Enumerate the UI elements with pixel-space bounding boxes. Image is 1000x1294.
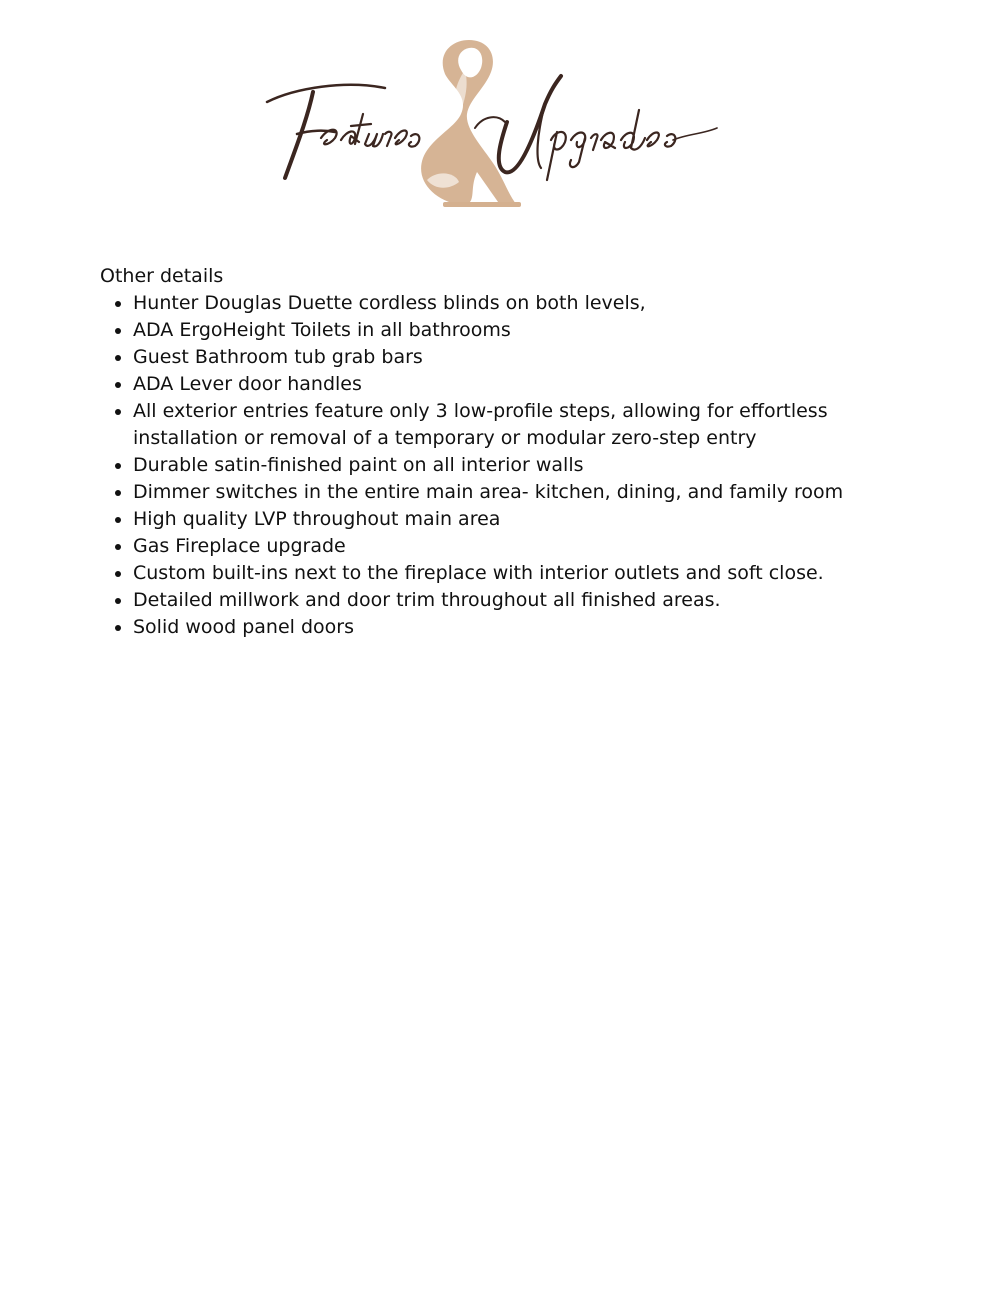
- list-item-text: ADA Lever door handles: [133, 373, 362, 395]
- list-item: [100, 533, 920, 560]
- list-item: [100, 560, 920, 587]
- details-list: [100, 290, 920, 641]
- bullet-icon: [115, 409, 121, 415]
- list-item: [100, 371, 920, 398]
- list-item-text: Hunter Douglas Duette cordless blinds on both levels,: [133, 292, 646, 314]
- list-item: [100, 506, 920, 533]
- list-item: [100, 290, 920, 317]
- bullet-icon: [115, 355, 121, 361]
- list-item-text: Solid wood panel doors: [133, 616, 355, 638]
- list-item-text: High quality LVP throughout main area: [133, 508, 501, 530]
- bullet-icon: [115, 301, 121, 307]
- bullet-icon: [115, 598, 121, 604]
- list-item-text: All exterior entries feature only 3 low-profile steps, allowing for effortless installation or removal of a temporary or modular zero-step entry: [133, 400, 828, 449]
- bullet-icon: [115, 382, 121, 388]
- bullet-icon: [115, 625, 121, 631]
- bullet-icon: [115, 328, 121, 334]
- bullet-icon: [115, 517, 121, 523]
- bullet-icon: [115, 490, 121, 496]
- list-item-text: Dimmer switches in the entire main area- kitchen, dining, and family room: [133, 481, 844, 503]
- list-item: [100, 398, 920, 452]
- other-details-section: [100, 263, 920, 641]
- list-item-text: Detailed millwork and door trim throughout all finished areas.: [133, 589, 721, 611]
- bullet-icon: [115, 544, 121, 550]
- list-item: [100, 479, 920, 506]
- list-item-text: Durable satin-finished paint on all interior walls: [133, 454, 584, 476]
- list-item-text: ADA ErgoHeight Toilets in all bathrooms: [133, 319, 511, 341]
- bullet-icon: [115, 571, 121, 577]
- list-item-text: Gas Fireplace upgrade: [133, 535, 346, 557]
- bullet-icon: [115, 463, 121, 469]
- list-item-text: Custom built-ins next to the fireplace with interior outlets and soft close.: [133, 562, 824, 584]
- list-item: [100, 452, 920, 479]
- features-upgrades-logo: [255, 30, 725, 220]
- section-title: Other details: [100, 265, 224, 287]
- list-item: [100, 344, 920, 371]
- list-item: [100, 317, 920, 344]
- list-item-text: Guest Bathroom tub grab bars: [133, 346, 423, 368]
- list-item: [100, 614, 920, 641]
- list-item: [100, 587, 920, 614]
